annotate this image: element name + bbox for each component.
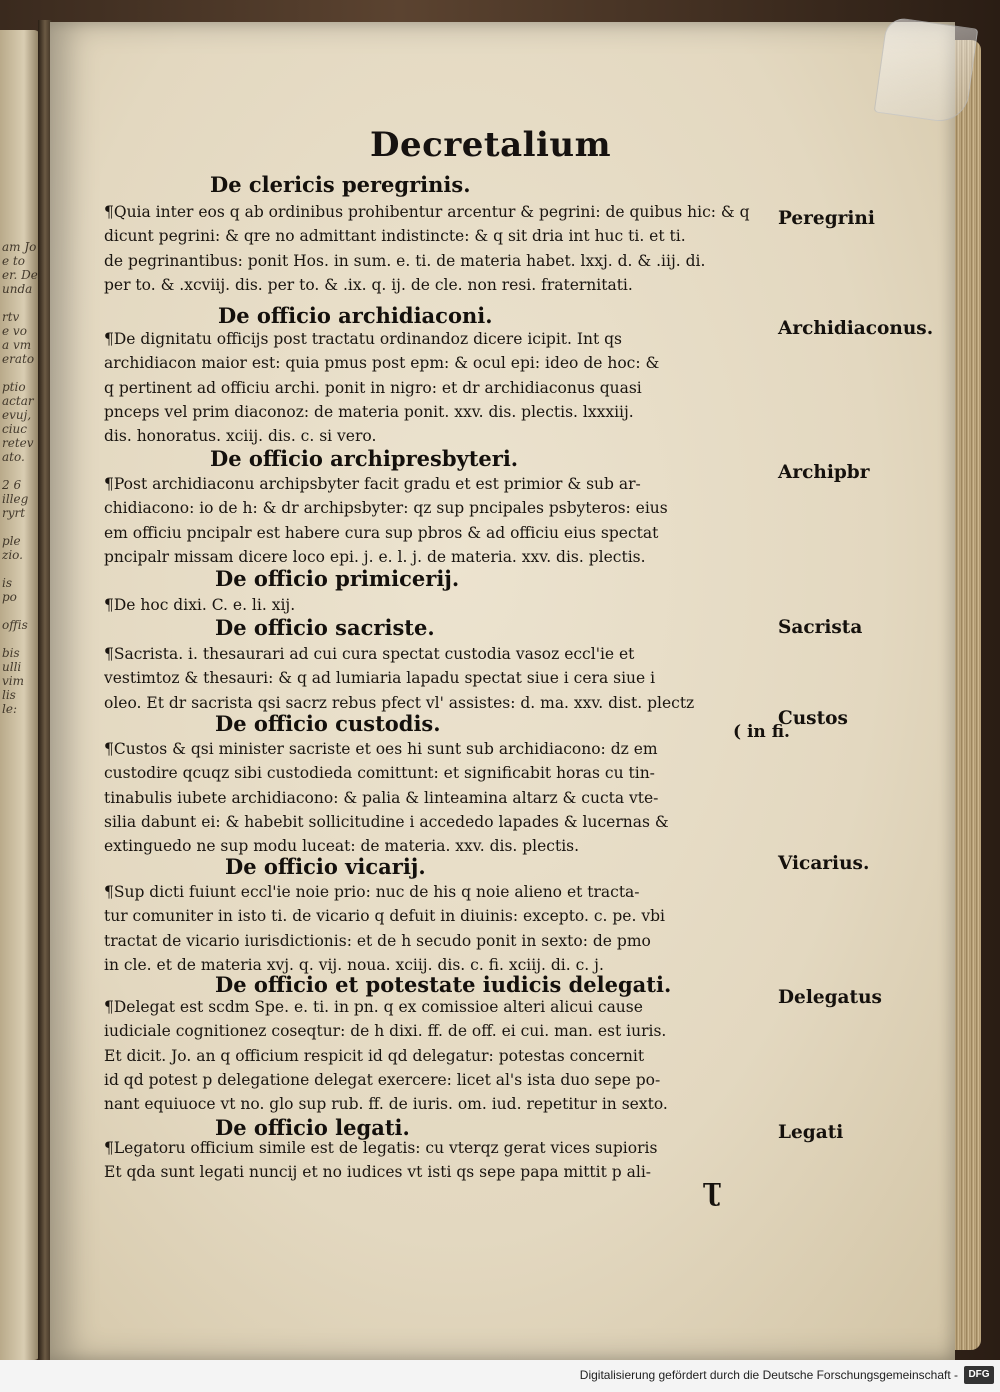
left-fragment-line: e vo bbox=[2, 324, 27, 338]
section-heading: De officio custodis. bbox=[215, 711, 441, 736]
left-fragment-line: offis bbox=[2, 618, 28, 632]
left-fragment-line: po bbox=[2, 590, 17, 604]
left-fragment-line: illeg bbox=[2, 492, 29, 506]
left-fragment-line: rtv bbox=[2, 310, 20, 324]
left-fragment-line: ato. bbox=[2, 450, 25, 464]
left-fragment-line: is bbox=[2, 576, 12, 590]
left-fragment-line: erato bbox=[2, 352, 35, 366]
margin-note: Delegatus bbox=[778, 987, 882, 1008]
text-line: custodire qcuqz sibi custodieda comittunt: et significabit horas cu tin- bbox=[104, 764, 655, 783]
section-paragraph bbox=[104, 593, 772, 617]
text-line: ¶Post archidiaconu archipsbyter facit gradu et est primior & sub ar- bbox=[104, 475, 641, 493]
margin-note: Custos bbox=[778, 708, 848, 729]
section-paragraph bbox=[104, 880, 772, 977]
left-fragment-line bbox=[2, 366, 38, 380]
left-fragment-line: a vm bbox=[2, 338, 32, 352]
left-fragment-line bbox=[2, 296, 38, 310]
text-line: ¶Sup dicti fuiunt eccl'ie noie prio: nuc de his q noie alieno et tracta- bbox=[104, 883, 640, 901]
section-heading: De officio archipresbyteri. bbox=[210, 446, 519, 471]
text-line: em officiu pncipalr est habere cura sup pbros & ad officiu eius spectat bbox=[104, 523, 659, 542]
text-line: ¶Custos & qsi minister sacriste et oes hi sunt sub archidiacono: dz em bbox=[104, 740, 658, 758]
left-fragment-line: 2 6 bbox=[2, 478, 22, 492]
margin-note: Archidiaconus. bbox=[778, 318, 934, 339]
dfg-logo: DFG bbox=[964, 1366, 994, 1384]
left-fragment-line: bis bbox=[2, 646, 20, 660]
text-line: pncipalr missam dicere loco epi. j. e. l. j. de materia. xxv. dis. plectis. bbox=[104, 547, 646, 566]
left-fragment-line: ple bbox=[2, 534, 21, 548]
section-paragraph bbox=[104, 200, 772, 297]
text-line: tur comuniter in isto ti. de vicario q defuit in diuinis: excepto. c. pe. vbi bbox=[104, 907, 665, 926]
left-fragment-line: ulli bbox=[2, 660, 22, 674]
left-fragment-line: le: bbox=[2, 702, 17, 716]
text-line: silia dabunt ei: & habebit sollicitudine i accededo lapades & lucernas & bbox=[104, 812, 669, 831]
text-line: extinguedo ne sup modu luceat: de materia. xxv. dis. plectis. bbox=[104, 837, 580, 856]
margin-note: Archipbr bbox=[778, 462, 870, 483]
text-line: archidiacon maior est: quia pmus post epm: & ocul epi: ideo de hoc: & bbox=[104, 354, 660, 373]
margin-note: Legati bbox=[778, 1122, 844, 1143]
left-fragment-line bbox=[2, 604, 38, 618]
left-fragment-line: am Jo bbox=[2, 240, 37, 254]
text-line: ¶Legatoru officium simile est de legatis: cu vterqz gerat vices supioris bbox=[104, 1139, 658, 1157]
section-paragraph bbox=[104, 737, 772, 858]
left-fragment-line: unda bbox=[2, 282, 33, 296]
section-heading: De officio primicerij. bbox=[215, 566, 460, 591]
text-line: Et dicit. Jo. an q officium respicit id qd delegatur: potestas concernit bbox=[104, 1046, 645, 1065]
left-fragment-line: ptio bbox=[2, 380, 26, 394]
text-line: q pertinent ad officiu archi. ponit in nigro: et dr archidiaconus quasi bbox=[104, 378, 642, 397]
margin-note: Vicarius. bbox=[778, 853, 870, 874]
section-heading: De clericis peregrinis. bbox=[210, 172, 471, 197]
text-line: ¶De dignitatu officijs post tractatu ordinandoz dicere icipit. Int qs bbox=[104, 330, 623, 348]
left-fragment-line: lis bbox=[2, 688, 16, 702]
text-line: de pegrinantibus: ponit Hos. in sum. e. ti. de materia habet. lxxj. d. & .iij. di. bbox=[104, 251, 706, 270]
text-line: ¶Quia inter eos q ab ordinibus prohibentur arcentur & pegrini: de quibus hic: & q bbox=[104, 203, 750, 221]
footer-credit: Digitalisierung gefördert durch die Deutsche Forschungsgemeinschaft - bbox=[579, 1368, 958, 1382]
text-line: nant equiuoce vt no. glo sup rub. ff. de iuris. om. iud. repetitur in sexto. bbox=[104, 1095, 668, 1114]
text-line: per to. & .xcviij. dis. per to. & .ix. q. ij. de cle. non resi. fraternitati. bbox=[104, 275, 633, 294]
left-fragment-line: zio. bbox=[2, 548, 23, 562]
text-line: id qd potest p delegatione delegat exercere: licet al's ista duo sepe po- bbox=[104, 1070, 661, 1089]
left-fragment-line bbox=[2, 632, 38, 646]
text-line: vestimtoz & thesauri: & q ad lumiaria lapadu spectat siue i cera siue i bbox=[104, 669, 656, 688]
section-paragraph bbox=[104, 327, 772, 448]
text-line: tinabulis iubete archidiacono: & palia & linteamina altarz & cucta vte- bbox=[104, 788, 659, 807]
text-line: ¶Delegat est scdm Spe. e. ti. in pn. q ex comissioe alteri alicui cause bbox=[104, 998, 643, 1016]
page-edges bbox=[955, 40, 981, 1350]
left-fragment-line: evuj, bbox=[2, 408, 32, 422]
section-heading: De officio archidiaconi. bbox=[218, 303, 493, 328]
text-line: Et qda sunt legati nuncij et no iudices vt isti qs sepe papa mittit p ali- bbox=[104, 1163, 652, 1182]
left-fragment-line: retev bbox=[2, 436, 34, 450]
left-fragment-line: vim bbox=[2, 674, 24, 688]
section-paragraph bbox=[104, 1136, 772, 1185]
text-line: pnceps vel prim diaconoz: de materia ponit. xxv. dis. plectis. lxxxiij. bbox=[104, 402, 634, 421]
section-heading: De officio et potestate iudicis delegati. bbox=[215, 972, 672, 997]
left-fragment-line: ryrt bbox=[2, 506, 26, 520]
section-paragraph bbox=[104, 995, 772, 1116]
margin-note: Peregrini bbox=[778, 208, 875, 229]
footer-bar bbox=[0, 1360, 1000, 1392]
section-heading: De officio legati. bbox=[215, 1115, 410, 1140]
text-line: ¶De hoc dixi. C. e. li. xij. bbox=[104, 596, 296, 614]
margin-note: Sacrista bbox=[778, 617, 863, 638]
section-paragraph bbox=[104, 472, 772, 569]
left-fragment-line: ciuc bbox=[2, 422, 28, 436]
left-fragment-line bbox=[2, 520, 38, 534]
left-fragment-line bbox=[2, 464, 38, 478]
running-header: Decretalium bbox=[370, 125, 612, 165]
text-line: iudiciale cognitionez coseqtur: de h dixi. ff. de off. ei cui. man. est iuris. bbox=[104, 1022, 667, 1041]
left-page-fragments bbox=[2, 240, 38, 716]
text-line: in cle. et de materia xvj. q. vij. noua. xciij. dis. c. fi. xciij. di. c. j. bbox=[104, 955, 604, 974]
left-fragment-line: actar bbox=[2, 394, 34, 408]
text-line: dicunt pegrini: & qre no admittant indistincte: & q sit dria int huc ti. et ti. bbox=[104, 227, 686, 246]
left-fragment-line: er. De bbox=[2, 268, 38, 282]
section-paragraph bbox=[104, 642, 772, 715]
section-heading: De officio sacriste. bbox=[215, 615, 435, 640]
text-line: oleo. Et dr sacrista qsi sacrz rebus pfect vl' assistes: d. ma. xxv. dist. plectz bbox=[104, 693, 695, 712]
text-line: dis. honoratus. xciij. dis. c. si vero. bbox=[104, 427, 377, 446]
section-heading: De officio vicarij. bbox=[225, 854, 426, 879]
text-line: chidiacono: io de h: & dr archipsbyter: qz sup pncipales psbyteros: eius bbox=[104, 499, 668, 518]
margin-note-infi: ( in fi. bbox=[733, 722, 790, 742]
text-line: tractat de vicario iurisdictionis: et de h secudo ponit in sexto: de pmo bbox=[104, 931, 651, 950]
catchword: Ʈ bbox=[703, 1178, 721, 1207]
page-marker-tab bbox=[874, 16, 979, 125]
text-line: ¶Sacrista. i. thesaurari ad cui cura spectat custodia vasoz eccl'ie et bbox=[104, 645, 635, 663]
left-fragment-line bbox=[2, 562, 38, 576]
left-fragment-line: e to bbox=[2, 254, 25, 268]
